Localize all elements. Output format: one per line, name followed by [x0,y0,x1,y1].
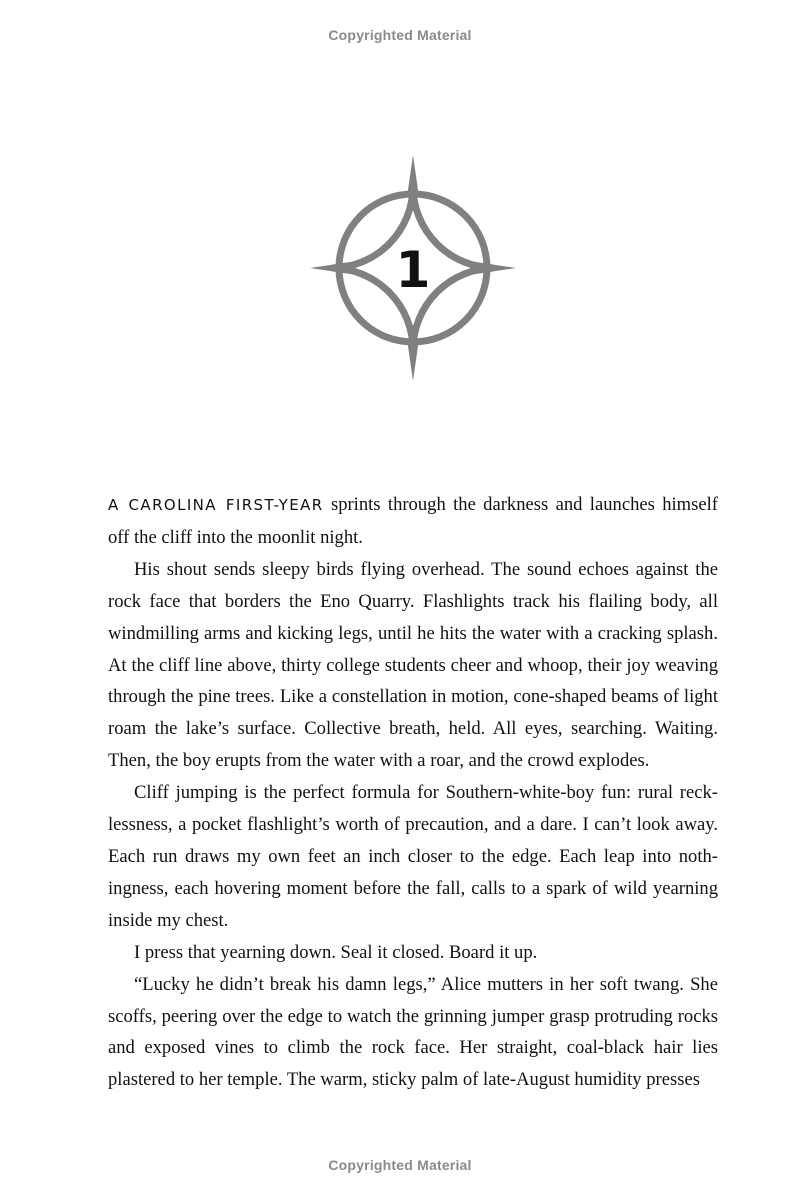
paragraph: His shout sends sleepy birds flying overhead. The sound echoes against the rock face that borders the Eno Quarry. Flashlights track his flailing body, all windmilling arms and kicking legs, until he hits the water with a cracking splash. At the cliff line above, thirty college students cheer and whoop, their joy weaving through the pine trees. Like a constellation in motion, cone-shaped beams of light roam the lake’s surface. Collective breath, held. All eyes, searching. Waiting. Then, the boy erupts from the water with a roar, and the crowd explodes. [108,558,718,772]
watermark-bottom: Copyrighted Material [328,1157,472,1173]
paragraph: I press that yearning down. Seal it closed. Board it up. [134,941,538,963]
chapter-number: 1 [395,241,431,299]
paragraph: “Lucky he didn’t break his damn legs,” Alice mutters in her soft twang. She scoffs, peering over the edge to watch the grinning jumper grasp protruding rocks and exposed vines to climb the rock face. Her straight, coal-black hair lies plastered to her temple. The warm, sticky palm of late-August humidity presses [108,973,718,1091]
compass-star-icon [310,155,516,381]
paragraph-opening [108,489,718,554]
paragraph: Cliff jumping is the perfect formula for Southern-white-boy fun: rural recklessness, a pocket flashlight’s worth of precaution, and a dare. I can’t look away. Each run draws my own feet an inch closer to the edge. Each leap into nothingness, each hovering moment before the fall, calls to a spark of wild yearning inside my chest. [108,782,718,931]
paragraph-text: sprints through the darkness and launches himself off the cliff into the moonlit night. [108,494,718,548]
lead-in: A CAROLINA FIRST-YEAR [108,496,324,514]
chapter-emblem [310,155,516,381]
chapter-body [108,489,718,1096]
watermark-top: Copyrighted Material [328,27,472,43]
